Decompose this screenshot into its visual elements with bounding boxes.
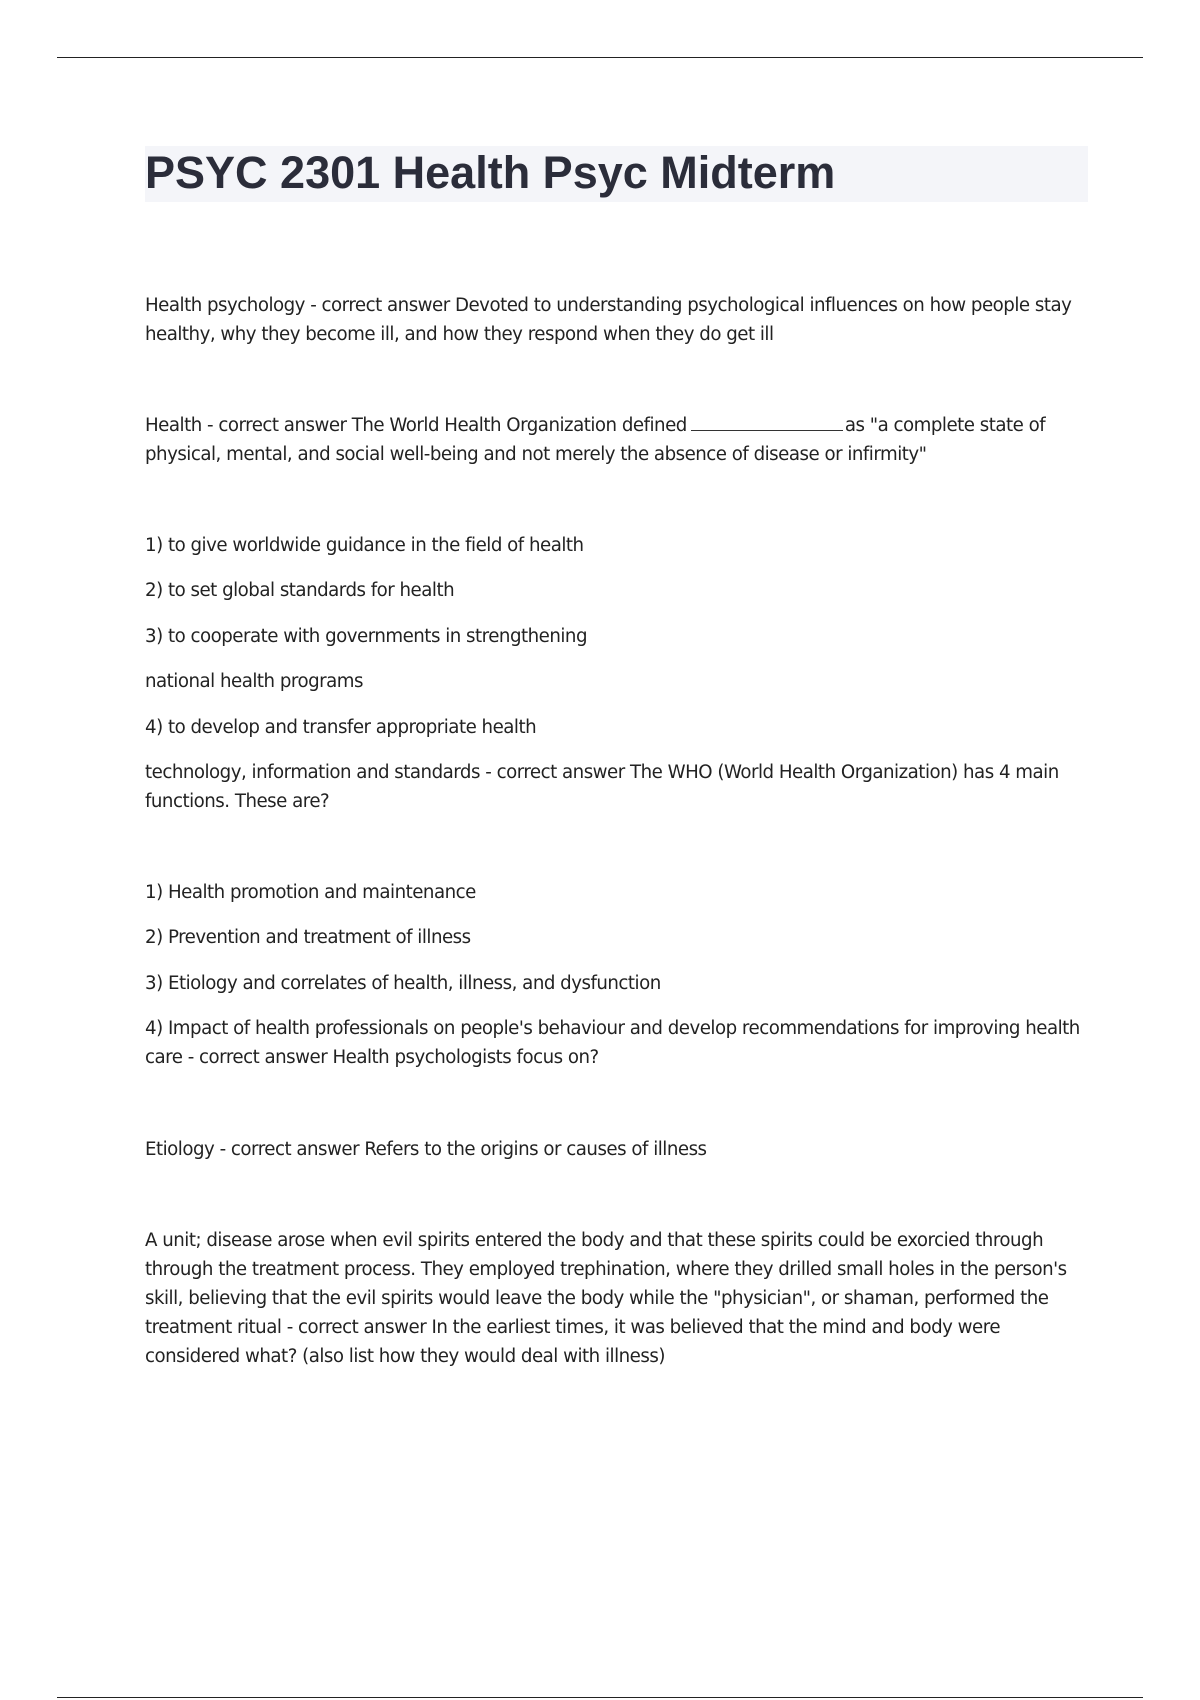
flashcard-health (145, 411, 1090, 469)
flashcard-etiology: Etiology - correct answer Refers to the origins or causes of illness (145, 1139, 707, 1160)
who-function-2: 2) to set global standards for health (145, 580, 455, 601)
bottom-rule (57, 1697, 1143, 1698)
focus-item-2: 2) Prevention and treatment of illness (145, 927, 471, 948)
focus-item-3: 3) Etiology and correlates of health, illness, and dysfunction (145, 973, 661, 994)
flashcard-health-psychology: Health psychology - correct answer Devoted to understanding psychological influences on how people stay healthy, why they become ill, and how they respond when they do get ill (145, 295, 1072, 345)
flashcard-health-definition: as "a complete state of physical, mental, and social well-being and not merely the absence of disease or infirmity" (145, 415, 1046, 465)
who-function-1: 1) to give worldwide guidance in the field of health (145, 535, 584, 556)
who-function-4: 4) to develop and transfer appropriate health (145, 717, 537, 738)
top-rule (57, 57, 1143, 58)
fill-in-blank (691, 428, 843, 431)
flashcard-health-psychologists-focus: 4) Impact of health professionals on people's behaviour and develop recommendations for improving health care - correct answer Health psychologists focus on? (145, 1018, 1080, 1068)
focus-item-1: 1) Health promotion and maintenance (145, 882, 476, 903)
page-title: PSYC 2301 Health Psyc Midterm (145, 147, 836, 198)
who-function-3-cont: national health programs (145, 671, 363, 692)
who-function-3: 3) to cooperate with governments in strengthening (145, 626, 588, 647)
flashcard-who-functions: technology, information and standards - correct answer The WHO (World Health Organization) has 4 main functions. These are? (145, 762, 1059, 812)
flashcard-earliest-times: A unit; disease arose when evil spirits entered the body and that these spirits could be exorcied through through the treatment process. They employed trephination, where they drilled small holes in the person's skill, believing that the evil spirits would leave the body while the "physician", or shaman, performed the treatment ritual - correct answer In the earliest times, it was believed that the mind and body were considered what? (also list how they would deal with illness) (145, 1230, 1067, 1367)
flashcard-health-lead: Health - correct answer The World Health Organization defined (145, 415, 687, 436)
